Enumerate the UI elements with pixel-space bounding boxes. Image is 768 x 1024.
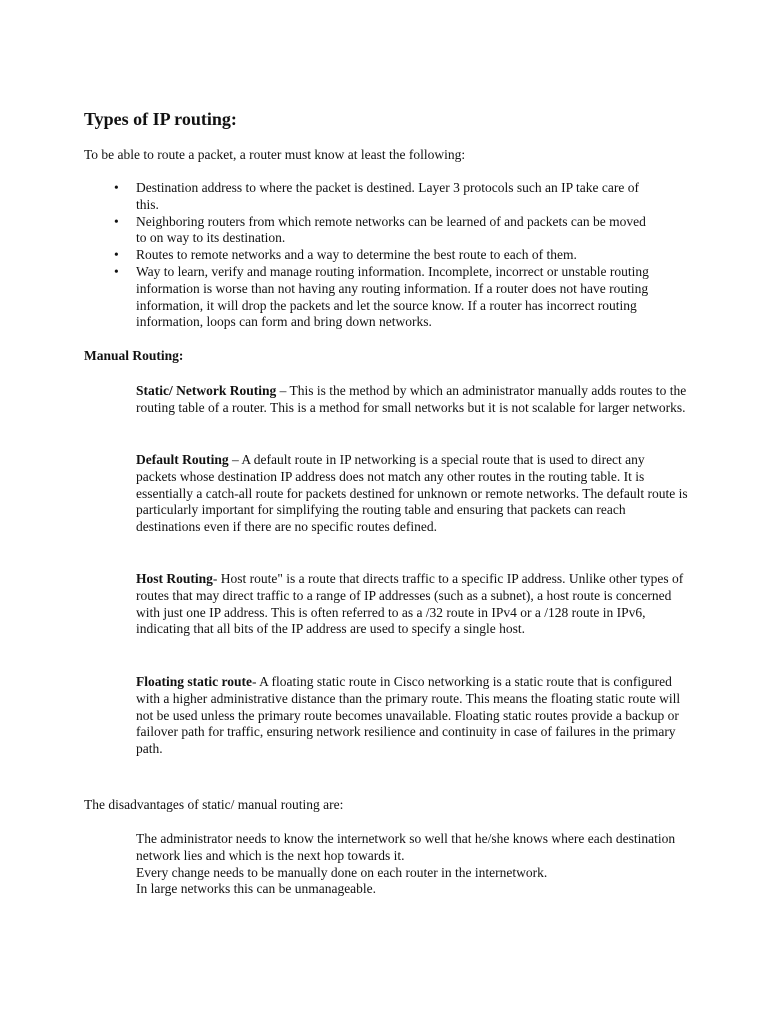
host-routing-text: - Host route" is a route that directs traffic to a specific IP address. Unlike other types of routes that may direct traffic to a range of IP addresses (such as a subnet), a host route is concerned with just one IP address. This is often referred to as a /32 route in IPv4 or a /128 route in IPv6, indicating that all bits of the IP address are used to specify a single host. xyxy=(136,571,684,637)
static-routing-paragraph xyxy=(136,383,688,417)
static-routing-term: Static/ Network Routing xyxy=(136,383,277,398)
list-item xyxy=(114,263,656,331)
requirements-list xyxy=(114,180,656,331)
bullet-icon: • xyxy=(114,247,119,263)
static-routing-text: – This is the method by which an administrator manually adds routes to the routing table of a router. This is a method for small networks but it is not scalable for larger networks. xyxy=(136,383,687,415)
list-item: Every change needs to be manually done on each router in the internetwork. xyxy=(136,864,548,880)
disadvantages-list xyxy=(136,831,676,898)
floating-static-route-term: Floating static route xyxy=(136,674,252,689)
floating-static-route-paragraph xyxy=(136,674,688,758)
floating-static-route-text: - A floating static route in Cisco networking is a static route that is configured with a higher administrative distance than the primary route. This means the floating static route will not be used unless the primary route becomes unavailable. Floating static routes provide a backup or failover path for traffic, ensuring network resilience and continuity in case of failures in the primary path. xyxy=(136,674,681,757)
list-item-text: Routes to remote networks and a way to determine the best route to each of them. xyxy=(136,247,577,263)
list-item xyxy=(114,180,656,214)
list-item-text: Neighboring routers from which remote networks can be learned of and packets can be moved to on way to its destination. xyxy=(136,213,646,246)
intro-paragraph: To be able to route a packet, a router must know at least the following: xyxy=(84,147,466,162)
bullet-icon: • xyxy=(114,180,119,195)
list-item: The administrator needs to know the internetwork so well that he/she knows where each destination network lies and which is the next hop towards it. xyxy=(136,831,676,863)
host-routing-term: Host Routing xyxy=(136,571,213,586)
manual-routing-heading: Manual Routing: xyxy=(84,348,184,363)
host-routing-paragraph xyxy=(136,571,688,638)
default-routing-paragraph xyxy=(136,452,688,536)
disadvantages-intro: The disadvantages of static/ manual routing are: xyxy=(84,797,344,812)
document-title: Types of IP routing: xyxy=(84,109,237,129)
list-item: In large networks this can be unmanageable. xyxy=(136,881,377,897)
list-item xyxy=(114,213,656,248)
bullet-icon: • xyxy=(114,263,119,279)
default-routing-text: – A default route in IP networking is a special route that is used to direct any packets whose destination IP address does not match any other routes in the routing table. It is essentially a catch-all route for packets destined for unknown or remote networks. The default route is particularly important for simplifying the routing table and ensuring that packets can reach destinations even if there are no specific routes defined. xyxy=(136,452,688,535)
list-item xyxy=(114,247,656,264)
list-item-text: Destination address to where the packet is destined. Layer 3 protocols such an IP take care of this. xyxy=(136,180,639,212)
list-item-text: Way to learn, verify and manage routing information. Incomplete, incorrect or unstable routing information is worse than not having any routing information. If a router does not have routing information, it will drop the packets and let the source know. If a router has incorrect routing information, loops can form and bring down networks. xyxy=(136,263,649,330)
default-routing-term: Default Routing xyxy=(136,452,229,467)
bullet-icon: • xyxy=(114,213,119,229)
